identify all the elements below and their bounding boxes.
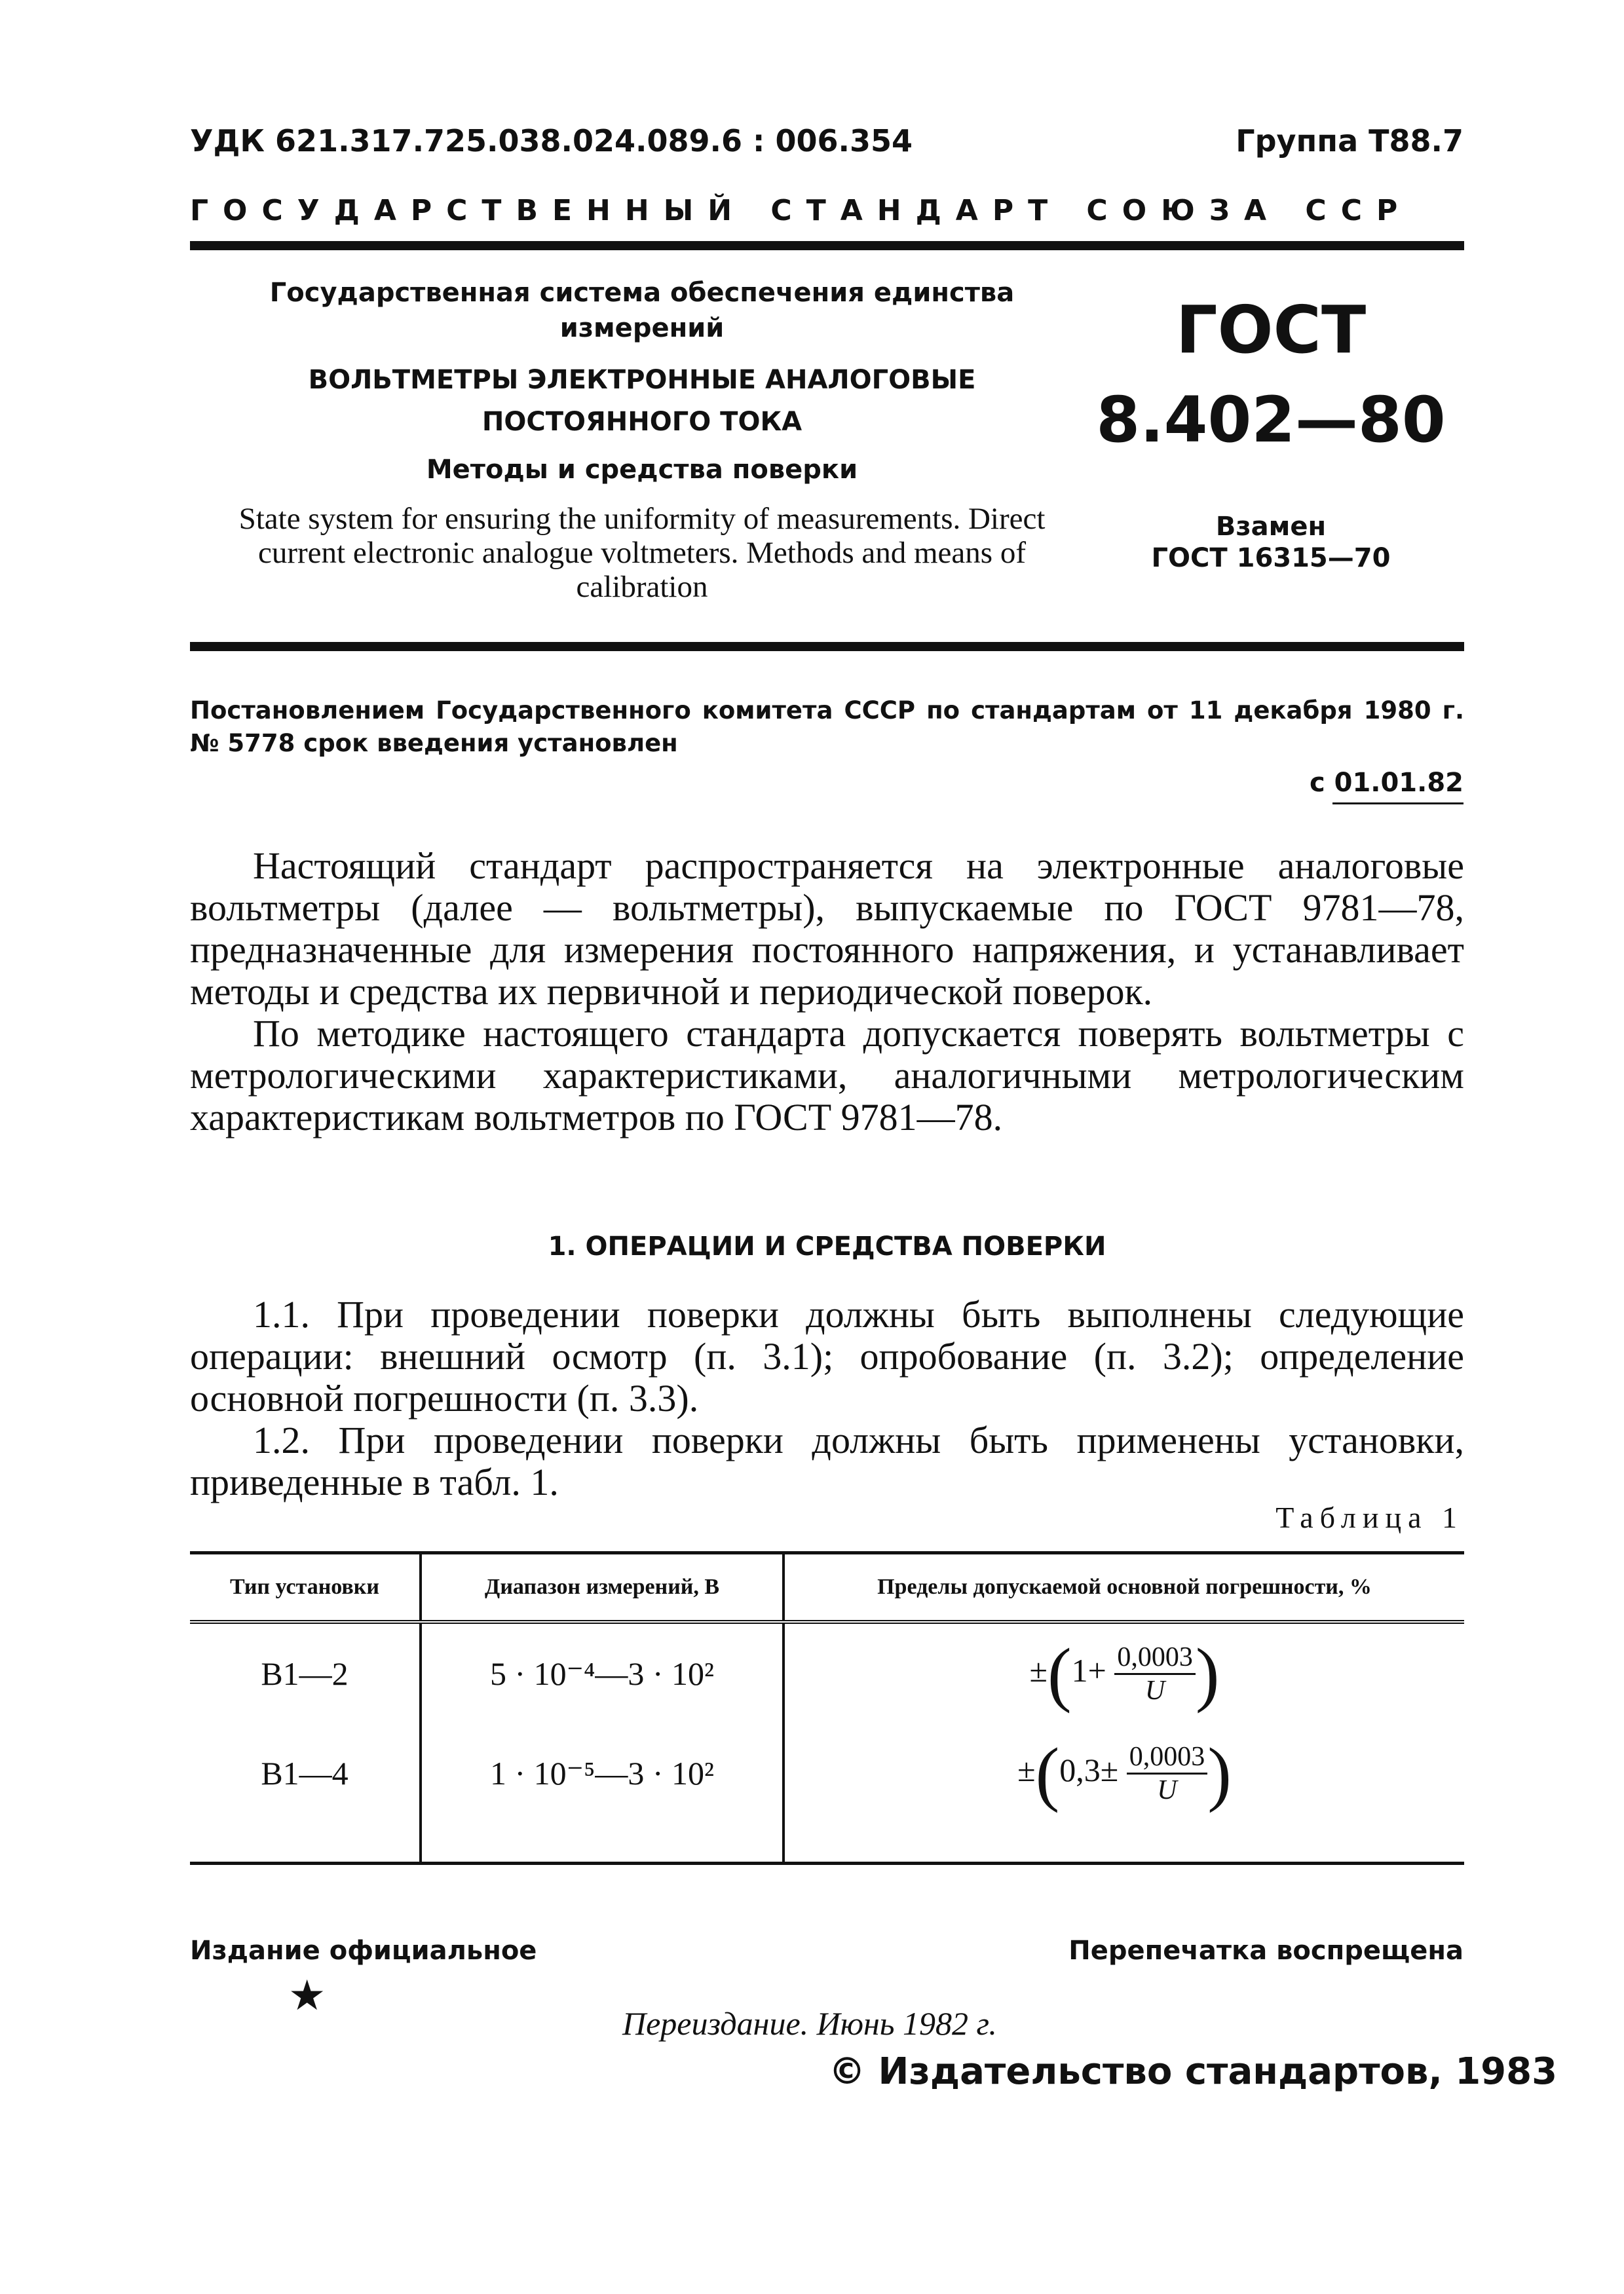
group-code: Группа Т88.7 — [1236, 123, 1463, 159]
fraction-numerator: 0,0003 — [1114, 1642, 1196, 1675]
state-standard-banner: ГОСУДАРСТВЕННЫЙ СТАНДАРТ СОЮЗА ССР — [190, 194, 1412, 227]
title-block — [236, 275, 1048, 604]
fraction-numerator: 0,0003 — [1127, 1741, 1208, 1775]
cell-range: 5 · 10⁻⁴—3 · 10² — [421, 1622, 784, 1723]
standard-title: ВОЛЬТМЕТРЫ ЭЛЕКТРОННЫЕ АНАЛОГОВЫЕ ПОСТОЯННОГО ТОКА — [308, 365, 976, 437]
standard-subtitle: Методы и средства поверки — [426, 455, 858, 485]
intro-paragraph-1: Настоящий стандарт распространяется на электронные аналоговые вольтметры (далее — вольтметры), выпускаемые по ГОСТ 9781—78, предназначенные для измерения постоянного напряжения, и устанавливает методы и средства их первичной и периодической поверок. — [190, 844, 1464, 1013]
udk-code: УДК 621.317.725.038.024.089.6 : 006.354 — [190, 123, 913, 159]
error-prefix: ± — [1029, 1651, 1048, 1689]
section-1-text — [190, 1294, 1464, 1503]
reprint-notice: Перепечатка воспрещена — [1068, 1936, 1463, 1966]
clause-1-1: 1.1. При проведении поверки должны быть выполнены следующие операции: внешний осмотр (п. 3.1); опробование (п. 3.2); определение основной погрешности (п. 3.3). — [190, 1293, 1464, 1420]
right-paren: ) — [1207, 1733, 1232, 1813]
decree-text: Постановлением Государственного комитета СССР по стандартам от 11 декабря 1980 г. № 5778 срок введения установлен — [190, 696, 1464, 757]
decree-date: с 01.01.82 — [1309, 768, 1463, 798]
table-header-row — [190, 1553, 1464, 1623]
edition-label: Издание официальное — [190, 1936, 537, 1966]
system-name: Государственная система обеспечения единства измерений — [269, 278, 1015, 343]
table-caption: Таблица 1 — [1275, 1501, 1463, 1534]
intro-text — [190, 845, 1464, 1138]
error-fraction — [1127, 1741, 1208, 1806]
header-rule-bottom — [190, 642, 1464, 651]
replaces-block — [1074, 511, 1467, 574]
right-paren: ) — [1195, 1633, 1220, 1714]
cell-range: 1 · 10⁻⁵—3 · 10² — [421, 1723, 784, 1864]
table-row — [190, 1622, 1464, 1723]
star-icon: ★ — [288, 1972, 326, 2020]
col-range-header: Диапазон измерений, В — [421, 1553, 784, 1623]
col-type-header: Тип установки — [190, 1553, 421, 1623]
publisher-copyright: © Издательство стандартов, 1983 — [829, 2050, 1558, 2093]
section-heading: 1. ОПЕРАЦИИ И СРЕДСТВА ПОВЕРКИ — [548, 1232, 1106, 1262]
table-row — [190, 1723, 1464, 1864]
replaces-label: Взамен — [1215, 512, 1327, 542]
left-paren: ( — [1047, 1633, 1072, 1714]
gost-number: 8.402—80 — [1096, 383, 1446, 457]
error-prefix: ± — [1017, 1751, 1036, 1788]
english-title: State system for ensuring the uniformity of measurements. Direct current electronic analogue voltmeters. Methods and means of calibration — [238, 502, 1046, 604]
error-const: 0,3± — [1059, 1751, 1119, 1788]
calibration-table — [190, 1551, 1464, 1865]
replaces-value: ГОСТ 16315—70 — [1151, 543, 1391, 573]
intro-paragraph-2: По методике настоящего стандарта допускается поверять вольтметры с метрологическими характеристиками, аналогичными метрологическим характеристикам вольтметров по ГОСТ 9781—78. — [190, 1012, 1464, 1138]
fraction-denominator: U — [1157, 1775, 1177, 1805]
error-const: 1+ — [1071, 1651, 1106, 1689]
left-paren: ( — [1035, 1733, 1060, 1813]
cell-error — [784, 1622, 1464, 1723]
cell-error — [784, 1723, 1464, 1864]
header-rule-top — [190, 241, 1464, 250]
col-error-header: Пределы допускаемой основной погрешности, % — [784, 1553, 1464, 1623]
fraction-denominator: U — [1144, 1675, 1165, 1706]
cell-type: В1—2 — [261, 1655, 349, 1692]
clause-1-2: 1.2. При проведении поверки должны быть применены установки, приведенные в табл. 1. — [190, 1419, 1464, 1503]
gost-label: ГОСТ — [1175, 291, 1367, 368]
error-fraction — [1114, 1642, 1196, 1706]
cell-type: В1—4 — [261, 1755, 349, 1792]
decree-date-underline — [1332, 802, 1463, 804]
reissue-note: Переиздание. Июнь 1982 г. — [622, 2005, 997, 2042]
